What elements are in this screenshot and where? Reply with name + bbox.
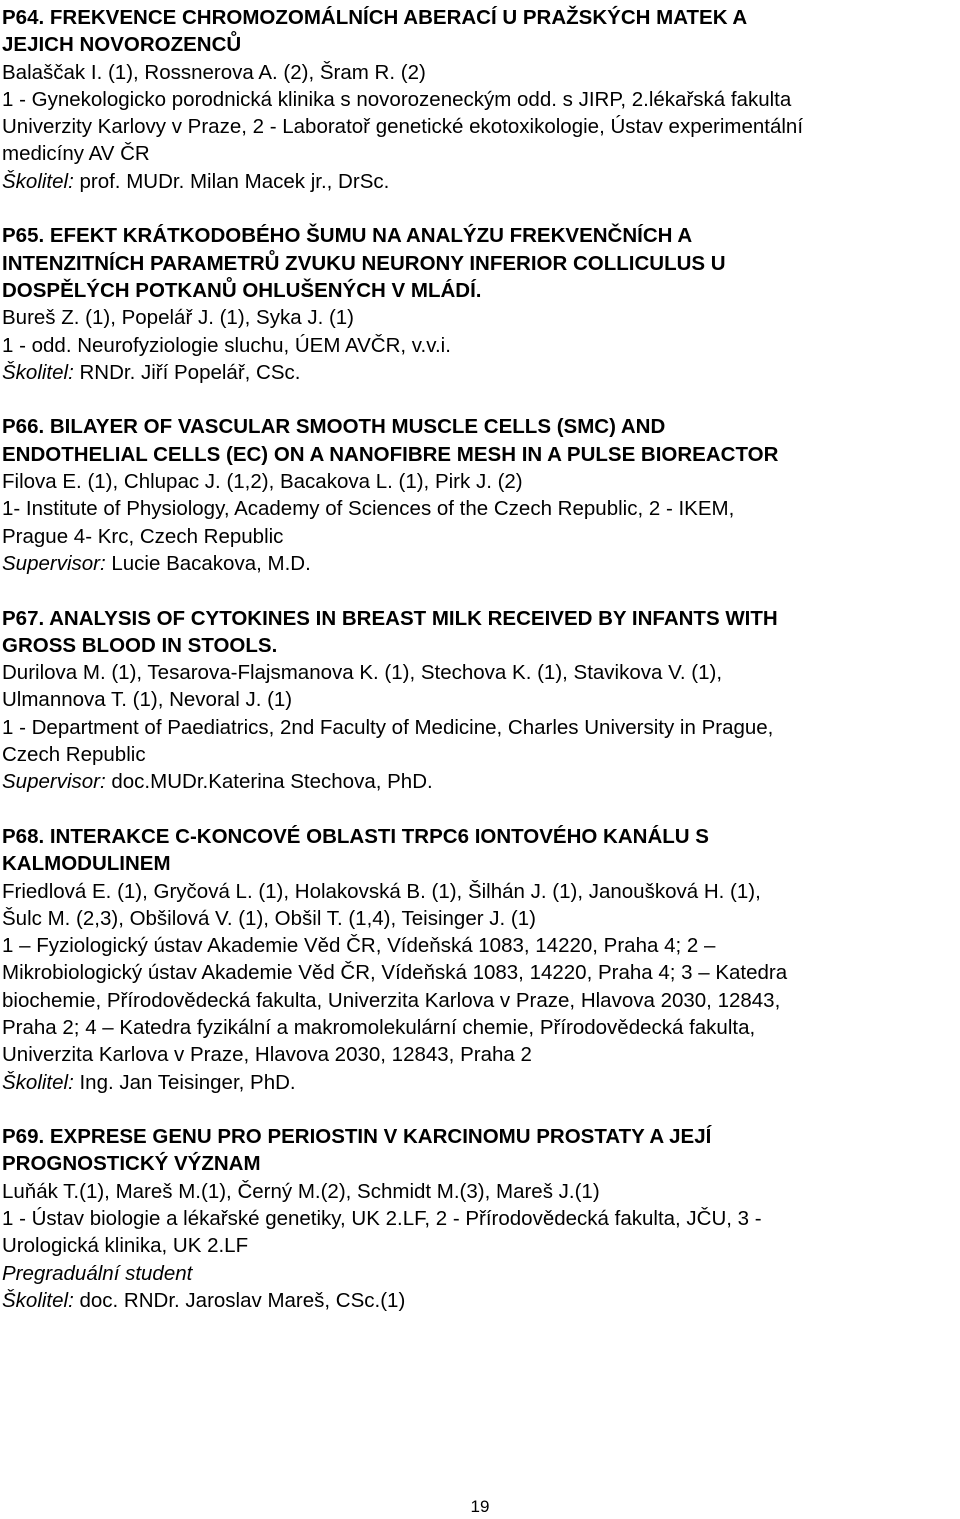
abstract-title-line: P66. BILAYER OF VASCULAR SMOOTH MUSCLE CELLS (SMC) AND <box>2 415 666 439</box>
entry-spacer <box>2 577 952 604</box>
authors-line: Luňák T.(1), Mareš M.(1), Černý M.(2), Schmidt M.(3), Mareš J.(1) <box>2 1179 600 1203</box>
abstract-p65 <box>2 222 952 386</box>
document-page <box>2 4 952 1314</box>
supervisor-line <box>2 1287 952 1314</box>
abstract-title-line: INTENZITNÍCH PARAMETRŮ ZVUKU NEURONY INFERIOR COLLICULUS U <box>2 251 726 275</box>
supervisor-label: Školitel: <box>2 1070 74 1094</box>
entry-spacer <box>2 1096 952 1123</box>
abstract-title-line: P65. EFEKT KRÁTKODOBÉHO ŠUMU NA ANALÝZU FREKVENČNÍCH A <box>2 224 693 248</box>
abstract-title-line: KALMODULINEM <box>2 852 171 876</box>
supervisor-label: Školitel: <box>2 169 74 193</box>
supervisor-line <box>2 168 952 195</box>
affiliation-line: biochemie, Přírodovědecká fakulta, Univerzita Karlova v Praze, Hlavova 2030, 12843, <box>2 988 781 1012</box>
authors-line: Šulc M. (2,3), Obšilová V. (1), Obšil T. (1,4), Teisinger J. (1) <box>2 906 536 930</box>
affiliation-line: Mikrobiologický ústav Akademie Věd ČR, Vídeňská 1083, 14220, Praha 4; 3 – Katedra <box>2 961 788 985</box>
abstract-title-line: ENDOTHELIAL CELLS (EC) ON A NANOFIBRE MESH IN A PULSE BIOREACTOR <box>2 442 779 466</box>
affiliation-line: 1 - odd. Neurofyziologie sluchu, ÚEM AVČR, v.v.i. <box>2 333 451 357</box>
affiliation-line: Urologická klinika, UK 2.LF <box>2 1234 249 1258</box>
abstract-p68 <box>2 823 952 1096</box>
abstract-title-line: PROGNOSTICKÝ VÝZNAM <box>2 1152 261 1176</box>
entry-spacer <box>2 386 952 413</box>
abstract-title-line: P69. EXPRESE GENU PRO PERIOSTIN V KARCINOMU PROSTATY A JEJÍ <box>2 1125 712 1149</box>
affiliation-line: Univerzita Karlova v Praze, Hlavova 2030, 12843, Praha 2 <box>2 1043 532 1067</box>
affiliation-line: 1- Institute of Physiology, Academy of Sciences of the Czech Republic, 2 - IKEM, <box>2 497 735 521</box>
supervisor-line <box>2 1069 952 1096</box>
affiliation-line: 1 - Department of Paediatrics, 2nd Faculty of Medicine, Charles University in Prague, <box>2 715 774 739</box>
supervisor-label: Supervisor: <box>2 551 106 575</box>
abstract-title-line: JEJICH NOVOROZENCŮ <box>2 33 242 57</box>
affiliation-line: Univerzity Karlovy v Praze, 2 - Laboratoř genetické ekotoxikologie, Ústav experimentální <box>2 115 804 139</box>
abstract-p67 <box>2 605 952 796</box>
authors-line: Balaščak I. (1), Rossnerova A. (2), Šram R. (2) <box>2 60 426 84</box>
authors-line: Ulmannova T. (1), Nevoral J. (1) <box>2 688 293 712</box>
abstract-p66 <box>2 413 952 577</box>
supervisor-name: Ing. Jan Teisinger, PhD. <box>73 1070 296 1094</box>
supervisor-name: prof. MUDr. Milan Macek jr., DrSc. <box>73 169 390 193</box>
affiliation-line: medicíny AV ČR <box>2 142 150 166</box>
affiliation-line: 1 – Fyziologický ústav Akademie Věd ČR, Vídeňská 1083, 14220, Praha 4; 2 – <box>2 934 716 958</box>
affiliation-line: Prague 4- Krc, Czech Republic <box>2 524 284 548</box>
affiliation-line: 1 - Ústav biologie a lékařské genetiky, UK 2.LF, 2 - Přírodovědecká fakulta, JČU, 3 - <box>2 1207 762 1231</box>
supervisor-name: doc.MUDr.Katerina Stechova, PhD. <box>105 770 433 794</box>
entry-spacer <box>2 796 952 823</box>
affiliation-line: Czech Republic <box>2 743 146 767</box>
affiliation-line: Praha 2; 4 – Katedra fyzikální a makromolekulární chemie, Přírodovědecká fakulta, <box>2 1015 756 1039</box>
abstract-title-line: DOSPĚLÝCH POTKANŮ OHLUŠENÝCH V MLÁDÍ. <box>2 278 482 302</box>
abstract-p69 <box>2 1123 952 1314</box>
student-status-line: Pregraduální student <box>2 1261 193 1285</box>
authors-line: Filova E. (1), Chlupac J. (1,2), Bacakova L. (1), Pirk J. (2) <box>2 470 523 494</box>
supervisor-label: Školitel: <box>2 1288 74 1312</box>
supervisor-line <box>2 359 952 386</box>
supervisor-name: doc. RNDr. Jaroslav Mareš, CSc.(1) <box>73 1288 406 1312</box>
supervisor-line <box>2 768 952 795</box>
supervisor-name: RNDr. Jiří Popelář, CSc. <box>73 360 301 384</box>
affiliation-line: 1 - Gynekologicko porodnická klinika s novorozeneckým odd. s JIRP, 2.lékařská fakulta <box>2 87 792 111</box>
supervisor-line <box>2 550 952 577</box>
abstract-title-line: P68. INTERAKCE C-KONCOVÉ OBLASTI TRPC6 IONTOVÉHO KANÁLU S <box>2 824 709 848</box>
authors-line: Friedlová E. (1), Gryčová L. (1), Holakovská B. (1), Šilhán J. (1), Janoušková H. (1), <box>2 879 761 903</box>
supervisor-label: Školitel: <box>2 360 74 384</box>
authors-line: Bureš Z. (1), Popelář J. (1), Syka J. (1) <box>2 306 355 330</box>
abstract-p64 <box>2 4 952 195</box>
supervisor-name: Lucie Bacakova, M.D. <box>105 551 311 575</box>
abstract-title-line: P67. ANALYSIS OF CYTOKINES IN BREAST MILK RECEIVED BY INFANTS WITH <box>2 606 778 630</box>
abstract-title-line: P64. FREKVENCE CHROMOZOMÁLNÍCH ABERACÍ U PRAŽSKÝCH MATEK A <box>2 6 748 29</box>
supervisor-label: Supervisor: <box>2 770 106 794</box>
authors-line: Durilova M. (1), Tesarova-Flajsmanova K. (1), Stechova K. (1), Stavikova V. (1), <box>2 661 723 685</box>
page-number: 19 <box>470 1497 490 1516</box>
entry-spacer <box>2 195 952 222</box>
abstract-title-line: GROSS BLOOD IN STOOLS. <box>2 633 278 657</box>
